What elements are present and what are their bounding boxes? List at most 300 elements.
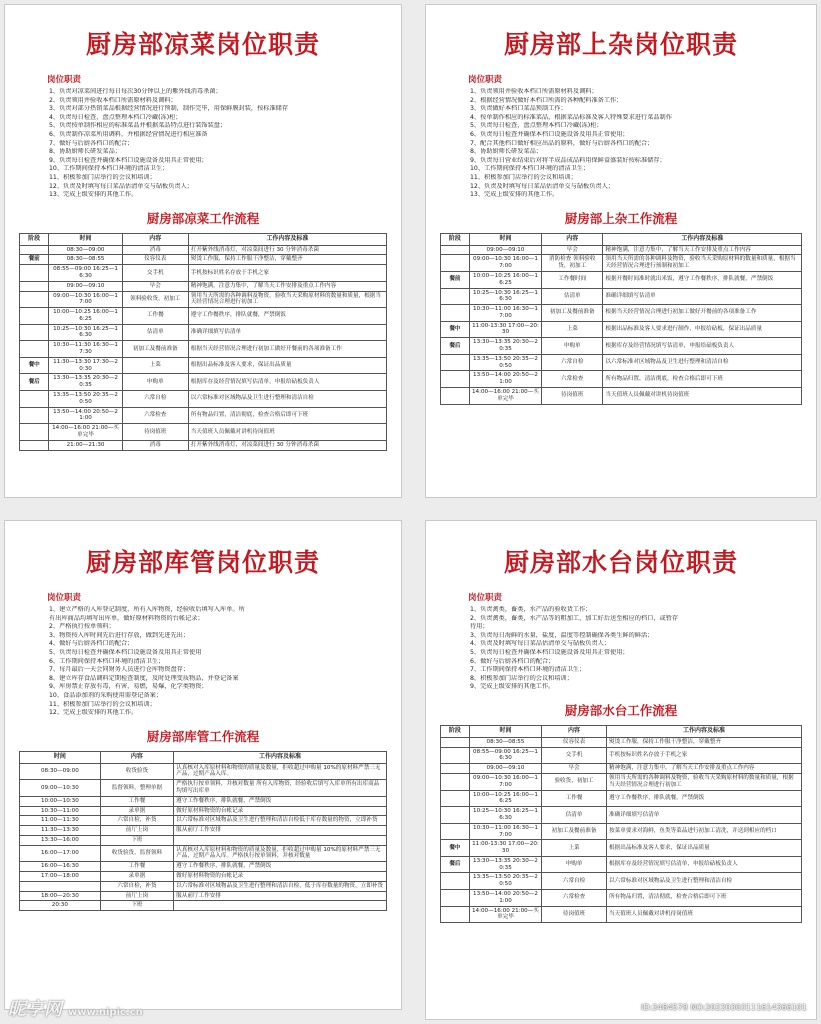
standard-cell: 根据开餐时间准时就出米饭，遵守工作餐秩序，排队就餐，严禁倒饭 <box>603 271 802 288</box>
content-cell: 初加工及餐前准备 <box>542 823 607 840</box>
time-cell: 16:00—17:00 <box>20 845 101 862</box>
standard-cell: 根据当天经营情况合理进行初加工做好开餐前的各项准备工作 <box>188 341 386 358</box>
table-row <box>20 424 387 441</box>
time-cell: 14:00—16:00 21:00—买单完毕 <box>49 424 122 441</box>
time-cell: 20:30 <box>20 901 101 911</box>
phase-cell <box>441 388 470 405</box>
phase-cell <box>441 823 470 840</box>
phase-cell: 餐后 <box>441 338 470 355</box>
table-row <box>441 388 802 405</box>
workflow-table <box>440 725 802 923</box>
content-cell: 收货验货 <box>100 763 173 780</box>
content-cell: 仪容仪表 <box>122 255 188 265</box>
standard-cell: 做好原材料物资的台帐记录 <box>174 872 387 882</box>
duty-item: 4、负责及时填写每日菜品估清单交与砧板负责人； <box>470 640 611 648</box>
phase-cell <box>20 324 49 341</box>
duty-item: 12、完成上级安排的其他工作。 <box>49 709 138 717</box>
flow-title: 厨房部凉菜工作流程 <box>146 210 260 226</box>
standard-cell: 根据出品标准及客人要求进行制作，申报给砧板，保证出品质量 <box>603 321 802 338</box>
table-header: 时间 <box>469 233 541 245</box>
duty-item: 7、做好与后厨各档口的配合； <box>49 139 134 147</box>
content-cell: 交手机 <box>542 747 607 764</box>
duty-item: 10、工作期间保持本档口环境的清洁卫生； <box>470 165 590 173</box>
content-cell: 六常检查 <box>122 407 188 424</box>
table-row <box>20 826 387 836</box>
duty-item: 9、负责每日检查并确保本档口设施设备及用具正常使用； <box>49 156 208 164</box>
standard-cell: 手机按标识姓名存放于手机之家 <box>607 747 802 764</box>
table-row <box>20 255 387 265</box>
flow-title: 厨房部上杂工作流程 <box>564 210 678 226</box>
duty-item: 1、负责对凉菜间进行每日每次30分钟以上的紫外线消毒杀菌； <box>49 88 222 95</box>
table-row <box>20 835 387 845</box>
standard-cell <box>174 835 387 845</box>
time-cell: 11:00-13:30 17:00—20:30 <box>469 321 541 338</box>
phase-cell <box>441 890 470 907</box>
time-cell: 10:30—11:30 16:30—17:30 <box>49 341 122 358</box>
table-row <box>441 338 802 355</box>
duty-item: 2、负责领用并验收本档口所需原材料及调料； <box>49 96 177 104</box>
standard-cell: 领用当天所需的各种调料及物资，验收当天采购原材料的数量和质量，根据当天经营情况合理进行预制和初加工 <box>603 255 802 272</box>
table-row <box>20 291 387 308</box>
cold-dish-sheet <box>4 4 402 498</box>
phase-cell <box>20 341 49 358</box>
standard-cell: 做好原材料物资的台帐记录 <box>174 806 387 816</box>
content-cell: 工作餐 <box>542 790 607 807</box>
time-cell: 09:00—10:30 16:00—17:00 <box>469 255 541 272</box>
misc-station-sheet <box>425 4 817 498</box>
phase-cell <box>441 906 470 923</box>
duty-item: 3、负责做好本档口菜品预制工作； <box>470 105 567 113</box>
phase-cell <box>441 371 470 388</box>
time-cell: 10:25—10:30 16:25—16:30 <box>469 288 541 305</box>
time-cell: 10:30—11:00 16:30—17:00 <box>469 305 541 322</box>
standard-cell: 根据库存及经营情况填写估清单，申报给砧板负责人 <box>607 856 802 873</box>
table-row <box>20 440 387 450</box>
content-cell: 录单据 <box>100 806 173 816</box>
content-cell: 早会 <box>542 245 603 255</box>
table-row <box>20 281 387 291</box>
phase-cell <box>20 391 49 408</box>
time-cell: 14:00—16:00 21:00—买单完毕 <box>469 388 541 405</box>
content-cell: 六常自检 <box>542 354 603 371</box>
time-cell: 13:30—16:00 <box>20 835 101 845</box>
duties-heading: 岗位职责 <box>468 75 503 85</box>
duty-item: 5、负责按单制作相应的标准菜品并根据菜品特点进行装饰装盘； <box>49 122 227 130</box>
phase-cell <box>441 807 470 824</box>
content-cell: 前厅上岗 <box>100 826 173 836</box>
time-cell: 13:35—13:50 20:35—20:50 <box>469 354 541 371</box>
content-cell: 前厅上岗 <box>100 891 173 901</box>
duty-item: 11、积极参加门店举行的会议和培训； <box>49 700 156 708</box>
content-cell: 仪容仪表 <box>542 737 607 747</box>
phase-cell: 餐后 <box>441 856 470 873</box>
standard-cell: 以六常标准对区域物品及卫生进行整理和清洁自检 <box>603 354 802 371</box>
watermark <box>8 995 143 1021</box>
table-row <box>441 747 802 764</box>
phase-cell: 餐后 <box>20 374 49 391</box>
sheet-title: 厨房部上杂岗位职责 <box>503 30 738 59</box>
standard-cell: 按菜单要求对海鲜，鱼类等菜品进行初加工清洗，并送到相应的档口 <box>607 823 802 840</box>
content-cell: 下班 <box>100 901 173 911</box>
standard-cell: 根据当天经营情况合理进行初加工做好开餐前的各项准备工作 <box>603 305 802 322</box>
content-cell: 申购单 <box>122 374 188 391</box>
table-row <box>441 764 802 774</box>
time-cell: 08:30—08:55 <box>469 737 541 747</box>
time-cell: 09:00—10:30 16:00—17:00 <box>469 773 541 790</box>
table-row <box>20 374 387 391</box>
table-header: 工作内容及标准 <box>607 725 802 737</box>
time-cell: 13:35—13:50 20:35—20:50 <box>469 873 541 890</box>
image-id-stamp: ID:3484578 NO:20220303111614366101 <box>640 1003 807 1012</box>
standard-cell: 领用当天所需的各种调料及物资，验收当天采购原材料的数量和质量，根据当天经营情况合理进行初加工 <box>607 773 802 790</box>
content-cell: 六常自检 <box>122 391 188 408</box>
table-row <box>441 906 802 923</box>
time-cell: 10:00—10:25 16:00—16:25 <box>469 790 541 807</box>
table-row <box>20 845 387 862</box>
content-cell: 申购单 <box>542 856 607 873</box>
table-header: 内容 <box>122 233 188 245</box>
phase-cell <box>441 747 470 764</box>
duty-item: 1、建立严格的入库登记制度，所有入库物资，经验收后填写入库单。所 <box>49 606 245 613</box>
duties-heading: 岗位职责 <box>47 75 82 85</box>
time-cell: 11:30—13:30 17:30—20:30 <box>49 357 122 374</box>
phase-cell <box>20 291 49 308</box>
phase-cell <box>20 245 49 255</box>
time-cell: 10:30—11:00 <box>20 806 101 816</box>
duty-item: 5、负责每日检查并确保本档口设施设备及用具正常使用 <box>49 648 202 656</box>
phase-cell <box>441 255 470 272</box>
duty-item: 9、完成上级安排的其他工作。 <box>470 683 555 691</box>
duty-item: 7、每月最后一天会同财务人员进行仓库物资盘存； <box>49 666 190 674</box>
storekeeper-sheet <box>4 520 402 1010</box>
phase-cell <box>441 305 470 322</box>
duty-item: 8、建立库存食品调料定期检查制度，及时处理变质物品，并登记备案 <box>49 674 239 682</box>
standard-cell: 熨烫工作服，保持工作服干净整洁，穿戴整齐 <box>607 737 802 747</box>
time-cell: 08:30—08:55 <box>49 255 122 265</box>
table-row <box>20 357 387 374</box>
table-row <box>20 806 387 816</box>
sheet-title: 厨房部凉菜岗位职责 <box>85 30 320 59</box>
phase-cell <box>441 737 470 747</box>
duties-list <box>470 606 802 692</box>
table-row <box>20 891 387 901</box>
time-cell: 10:00—10:25 16:00—16:25 <box>49 308 122 325</box>
phase-cell <box>441 245 470 255</box>
duty-item: 4、负责每日检查，盘点整理本档口冷藏(冻)柜； <box>49 113 182 121</box>
table-row <box>441 737 802 747</box>
duty-item: 10、工作期间保持本档口环境的清洁卫生； <box>49 165 169 173</box>
content-cell: 消毒 <box>122 440 188 450</box>
content-cell: 初加工及餐前准备 <box>542 305 603 322</box>
duty-item: 8、协助厨师长研发菜品； <box>470 148 542 156</box>
time-cell: 09:00—09:10 <box>469 245 541 255</box>
time-cell: 08:30—09:00 <box>20 763 101 780</box>
phase-cell <box>441 773 470 790</box>
duty-item: 7、配合其他档口做好相应出品的原料，做好与后厨各档口的配合； <box>470 139 654 147</box>
table-row <box>20 881 387 891</box>
standard-cell: 手机按标识姓名存放于手机之家 <box>188 265 386 282</box>
time-cell: 18:00—20:30 <box>20 891 101 901</box>
table-row <box>441 245 802 255</box>
table-row <box>441 288 802 305</box>
time-cell: 09:00—10:30 <box>20 780 101 797</box>
table-header: 内容 <box>542 233 603 245</box>
content-cell: 估清单 <box>542 288 603 305</box>
standard-cell: 根据库存及经营情况填写估清单，申报给砧板负责人 <box>603 338 802 355</box>
table-row <box>20 780 387 797</box>
table-row <box>441 840 802 857</box>
content-cell: 待岗值班 <box>122 424 188 441</box>
sheet-title: 厨房部库管岗位职责 <box>85 548 320 577</box>
table-row <box>20 872 387 882</box>
time-cell: 08:55—09:00 16:25—16:30 <box>469 747 541 764</box>
table-row <box>441 790 802 807</box>
table-header: 工作内容及标准 <box>174 751 387 763</box>
time-cell: 11:30—13:30 <box>20 826 101 836</box>
standard-cell: 以六常标准对区域物品及卫生进行整理和清洁自检 <box>607 873 802 890</box>
duty-item: 1、负责禽类，畜类，水产品的验收货工作； <box>470 606 592 613</box>
table-row <box>441 354 802 371</box>
time-cell: 09:00—09:10 <box>469 764 541 774</box>
phase-cell: 餐前 <box>20 255 49 265</box>
duty-item: 12、负责及时填写每日菜品估清单交与砧板负责人； <box>470 182 614 190</box>
standard-cell: 遵守工作餐秩序，排队就餐，严禁倒饭 <box>188 308 386 325</box>
phase-cell <box>441 354 470 371</box>
standard-cell: 以六常标准对区域物品及卫生进行整理和清洁自检，低于库存数量的物资，立即补货 <box>174 881 387 891</box>
time-cell: 08:55—09:00 16:25—16:30 <box>49 265 122 282</box>
watermark-url: www.nipic.cn <box>68 1007 143 1018</box>
standard-cell: 熨烫工作服，保持工作服干净整洁，穿戴整齐 <box>188 255 386 265</box>
standard-cell: 当天值班人员佩戴对讲机待岗值班 <box>188 424 386 441</box>
phase-cell <box>441 873 470 890</box>
table-row <box>20 407 387 424</box>
table-row <box>441 807 802 824</box>
table-header: 阶段 <box>441 725 470 737</box>
duty-item: 1、负责领用并验收本档口所需原材料及调料； <box>470 88 598 95</box>
content-cell: 领料验收货，初加工 <box>122 291 188 308</box>
standard-cell: 根据出品标准及客人要求，保证出品质量 <box>607 840 802 857</box>
phase-cell <box>441 790 470 807</box>
duties-list <box>470 88 802 200</box>
duties-list <box>49 606 387 718</box>
phase-cell: 餐中 <box>441 321 470 338</box>
time-cell: 14:00—16:00 21:00—买单完毕 <box>469 906 541 923</box>
table-row <box>20 901 387 911</box>
duty-item: 9、负责每日营业结束后对将半成品成品料用保鲜盒盛装好按标准储存； <box>470 156 666 164</box>
phase-cell <box>20 308 49 325</box>
content-cell: 六常自检 <box>542 873 607 890</box>
time-cell: 13:35—13:50 20:35—20:50 <box>49 391 122 408</box>
content-cell: 早会 <box>122 281 188 291</box>
water-station-sheet <box>425 520 817 1020</box>
content-cell: 工作餐时间 <box>542 271 603 288</box>
content-cell: 估清单 <box>122 324 188 341</box>
table-row <box>441 773 802 790</box>
standard-cell: 认真核对入库原材料和物资的质量及数量，拒收超过申购量 10%的原材料严禁三无产品，过期产品入库。 <box>174 763 387 780</box>
standard-cell: 遵守工作餐秩序，排队就餐，严禁倒饭 <box>174 796 387 806</box>
standard-cell: 严格执行按单领料，并核对数量 所有入库物资，经验收后填写入库单所有出库商品均填写出库单 <box>174 780 387 797</box>
content-cell: 早会 <box>542 764 607 774</box>
duty-item: 11、积极参加门店举行的会议和培训； <box>49 173 156 181</box>
time-cell <box>20 881 101 891</box>
standard-cell: 当天值班人员佩戴对讲机待岗值班 <box>603 388 802 405</box>
table-row <box>20 816 387 826</box>
content-cell: 录单据 <box>100 872 173 882</box>
standard-cell: 遵守工作餐秩序，排队就餐，严禁倒饭 <box>174 862 387 872</box>
time-cell: 13:30—13:35 20:30—20:35 <box>469 338 541 355</box>
time-cell: 13:50—14:00 20:50—21:00 <box>49 407 122 424</box>
duties-list <box>49 88 387 200</box>
table-row <box>20 324 387 341</box>
content-cell: 收货验货，监督领料 <box>100 845 173 862</box>
duty-item: 3、物资按入库时间先后进行存放，做到先进先出； <box>49 631 190 639</box>
content-cell: 六常检查 <box>542 890 607 907</box>
standard-cell: 精神饱满，注意力集中，了解当天工作安排及重点工作内容 <box>603 245 802 255</box>
standard-cell: 所有物品归置，清洁彻底，检查合格后即可下班 <box>603 371 802 388</box>
standard-cell: 当天值班人员佩戴对讲机待岗值班 <box>607 906 802 923</box>
duties-heading: 岗位职责 <box>468 593 503 603</box>
time-cell: 11:00—11:30 <box>20 816 101 826</box>
content-cell: 六常自检，补货 <box>100 881 173 891</box>
table-header: 内容 <box>542 725 607 737</box>
table-row <box>20 763 387 780</box>
duty-item: 12、负责及时填写每日菜品估清单交与砧板负责人； <box>49 182 193 190</box>
content-cell: 待岗值班 <box>542 906 607 923</box>
content-cell: 初加工及餐前准备 <box>122 341 188 358</box>
table-row <box>441 371 802 388</box>
standard-cell: 准确详细填写估清单 <box>603 288 802 305</box>
table-row <box>20 341 387 358</box>
table-header: 时间 <box>20 751 101 763</box>
phase-cell: 餐中 <box>441 840 470 857</box>
table-row <box>20 308 387 325</box>
standard-cell: 以六常标准对区域物品及卫生进行整理和清洁自检低于库存数量的物资，立即补货 <box>174 816 387 826</box>
table-header: 时间 <box>49 233 122 245</box>
table-row <box>20 265 387 282</box>
table-row <box>441 823 802 840</box>
content-cell: 验收货，初加工 <box>542 773 607 790</box>
duty-item: 3、负责每日海鲜的水量，盐度，温度等控制确保各类生鲜的鲜活； <box>470 631 654 639</box>
phase-cell <box>20 281 49 291</box>
table-row <box>441 305 802 322</box>
time-cell: 13:30—13:35 20:30—20:35 <box>49 374 122 391</box>
phase-cell <box>441 288 470 305</box>
content-cell: 待岗值班 <box>542 388 603 405</box>
table-row <box>20 391 387 408</box>
duty-item: 10、食品添加剂的采购使用需登记备案； <box>49 691 163 699</box>
time-cell: 10:00—10:30 <box>20 796 101 806</box>
duty-item: 8、积极参加门店举行的会议和培训； <box>470 674 573 682</box>
time-cell: 21:00—21:30 <box>49 440 122 450</box>
duty-item: 7、工作期间保持本档口环境的清洁卫生； <box>470 666 586 674</box>
duty-item: 4、按单制作相应的标准菜品，根据菜品标准及客人特殊要求进行菜品制作 <box>470 113 672 121</box>
standard-cell: 所有物品归置，清洁彻底，检查合格后即可下班 <box>188 407 386 424</box>
content-cell: 交手机 <box>122 265 188 282</box>
standard-cell: 根据库存及经营情况填写估清单，申报给砧板负责人 <box>188 374 386 391</box>
table-header: 阶段 <box>20 233 49 245</box>
time-cell: 09:00—09:10 <box>49 281 122 291</box>
content-cell: 上菜 <box>542 840 607 857</box>
duty-item: 6、负责每日检查并确保本档口设施设备及用具正常使用； <box>470 130 629 138</box>
flow-title: 厨房部库管工作流程 <box>146 728 260 744</box>
standard-cell: 领用当天所需的各种调料及物资，验收当天采购原材料的数量和质量，根据当天经营情况合理进行初加工 <box>188 291 386 308</box>
duty-item: 有出库商品均填写出库单，做好原材料物资的台帐记录； <box>49 614 204 622</box>
content-cell: 工作餐 <box>100 796 173 806</box>
time-cell: 09:00—10:30 16:00—17:00 <box>49 291 122 308</box>
table-row <box>441 255 802 272</box>
workflow-table <box>19 751 387 912</box>
content-cell: 下班 <box>100 835 173 845</box>
content-cell: 工作餐 <box>122 308 188 325</box>
time-cell: 11:00-13:30 17:00—20:30 <box>469 840 541 857</box>
standard-cell: 准确详细填写估清单 <box>188 324 386 341</box>
phase-cell <box>20 265 49 282</box>
duty-item: 2、严格执行按单领料； <box>49 623 115 631</box>
table-row <box>441 890 802 907</box>
standard-cell: 精神饱满，注意力集中，了解当天工作安排及重点工作内容 <box>607 764 802 774</box>
content-cell: 六常检查 <box>542 371 603 388</box>
content-cell: 消毒 <box>122 245 188 255</box>
duty-item: 6、负责制作凉菜所用调料，并根据经营情况进行相应准备 <box>49 130 208 138</box>
time-cell: 10:25—10:30 16:25—16:30 <box>469 807 541 824</box>
duty-item: 4、做好与后厨各档口的配合； <box>49 640 134 648</box>
table-header: 阶段 <box>441 233 470 245</box>
table-row <box>441 856 802 873</box>
table-row <box>441 321 802 338</box>
sheet-title: 厨房部水台岗位职责 <box>503 548 738 577</box>
phase-cell: 餐前 <box>441 271 470 288</box>
standard-cell: 根据出品标准及客人要求，保证出品质量 <box>188 357 386 374</box>
phase-cell <box>20 424 49 441</box>
duty-item: 13、完成上级安排的其他工作。 <box>49 191 138 199</box>
duty-item: 2、负责禽类，畜类，水产品等的粗加工，加工好后送至相应的档口，或暂存 <box>470 614 679 622</box>
duty-item: 3、负责对部分热销菜品根据经营情况进行预制，制作完毕，用保鲜膜封装，按标准储存 <box>49 105 289 113</box>
standard-cell: 准确详细填写估清单 <box>607 807 802 824</box>
phase-cell <box>441 764 470 774</box>
time-cell: 10:25—10:30 16:25—16:30 <box>49 324 122 341</box>
table-row <box>20 862 387 872</box>
table-row <box>441 271 802 288</box>
content-cell: 申购单 <box>542 338 603 355</box>
table-row <box>441 873 802 890</box>
flow-title: 厨房部水台工作流程 <box>564 702 678 718</box>
standard-cell: 服从前厅工作安排 <box>174 826 387 836</box>
standard-cell: 打开紫外线消毒灯，对凉菜间进行 30 分钟消毒杀菌 <box>188 440 386 450</box>
standard-cell: 打开紫外线消毒灯，对凉菜间进行 30 分钟消毒杀菌 <box>188 245 386 255</box>
table-header: 时间 <box>469 725 541 737</box>
workflow-table <box>440 233 802 405</box>
table-header: 工作内容及标准 <box>603 233 802 245</box>
standard-cell: 以六常标准对区域物品及卫生进行整理和清洁自检 <box>188 391 386 408</box>
phase-cell: 餐中 <box>20 357 49 374</box>
duty-item: 6、做好与后厨各档口的配合； <box>470 657 555 665</box>
table-row <box>20 796 387 806</box>
standard-cell: 精神饱满，注意力集中，了解当天工作安排及重点工作内容 <box>188 281 386 291</box>
duty-item: 6、工作期间保持本档口环境的清洁卫生； <box>49 657 165 665</box>
content-cell: 六常自检，补货 <box>100 816 173 826</box>
time-cell: 10:00—10:25 16:00—16:25 <box>469 271 541 288</box>
table-header: 内容 <box>100 751 173 763</box>
duty-item: 9、库房禁止存放有毒，有害，易燃，易爆，化学类物资； <box>49 683 208 691</box>
standard-cell: 遵守工作餐秩序，排队就餐，严禁倒饭 <box>607 790 802 807</box>
duty-item: 2、根据经营情况做好本档口所需的各种配料准备工作； <box>470 96 623 104</box>
time-cell: 13:50—14:00 20:50—21:00 <box>469 371 541 388</box>
workflow-table <box>19 233 387 451</box>
content-cell: 消防检查 领料验收货，初加工 <box>542 255 603 272</box>
time-cell: 08:30—09:00 <box>49 245 122 255</box>
watermark-logo: 昵享网 <box>8 999 62 1020</box>
table-header: 工作内容及标准 <box>188 233 386 245</box>
